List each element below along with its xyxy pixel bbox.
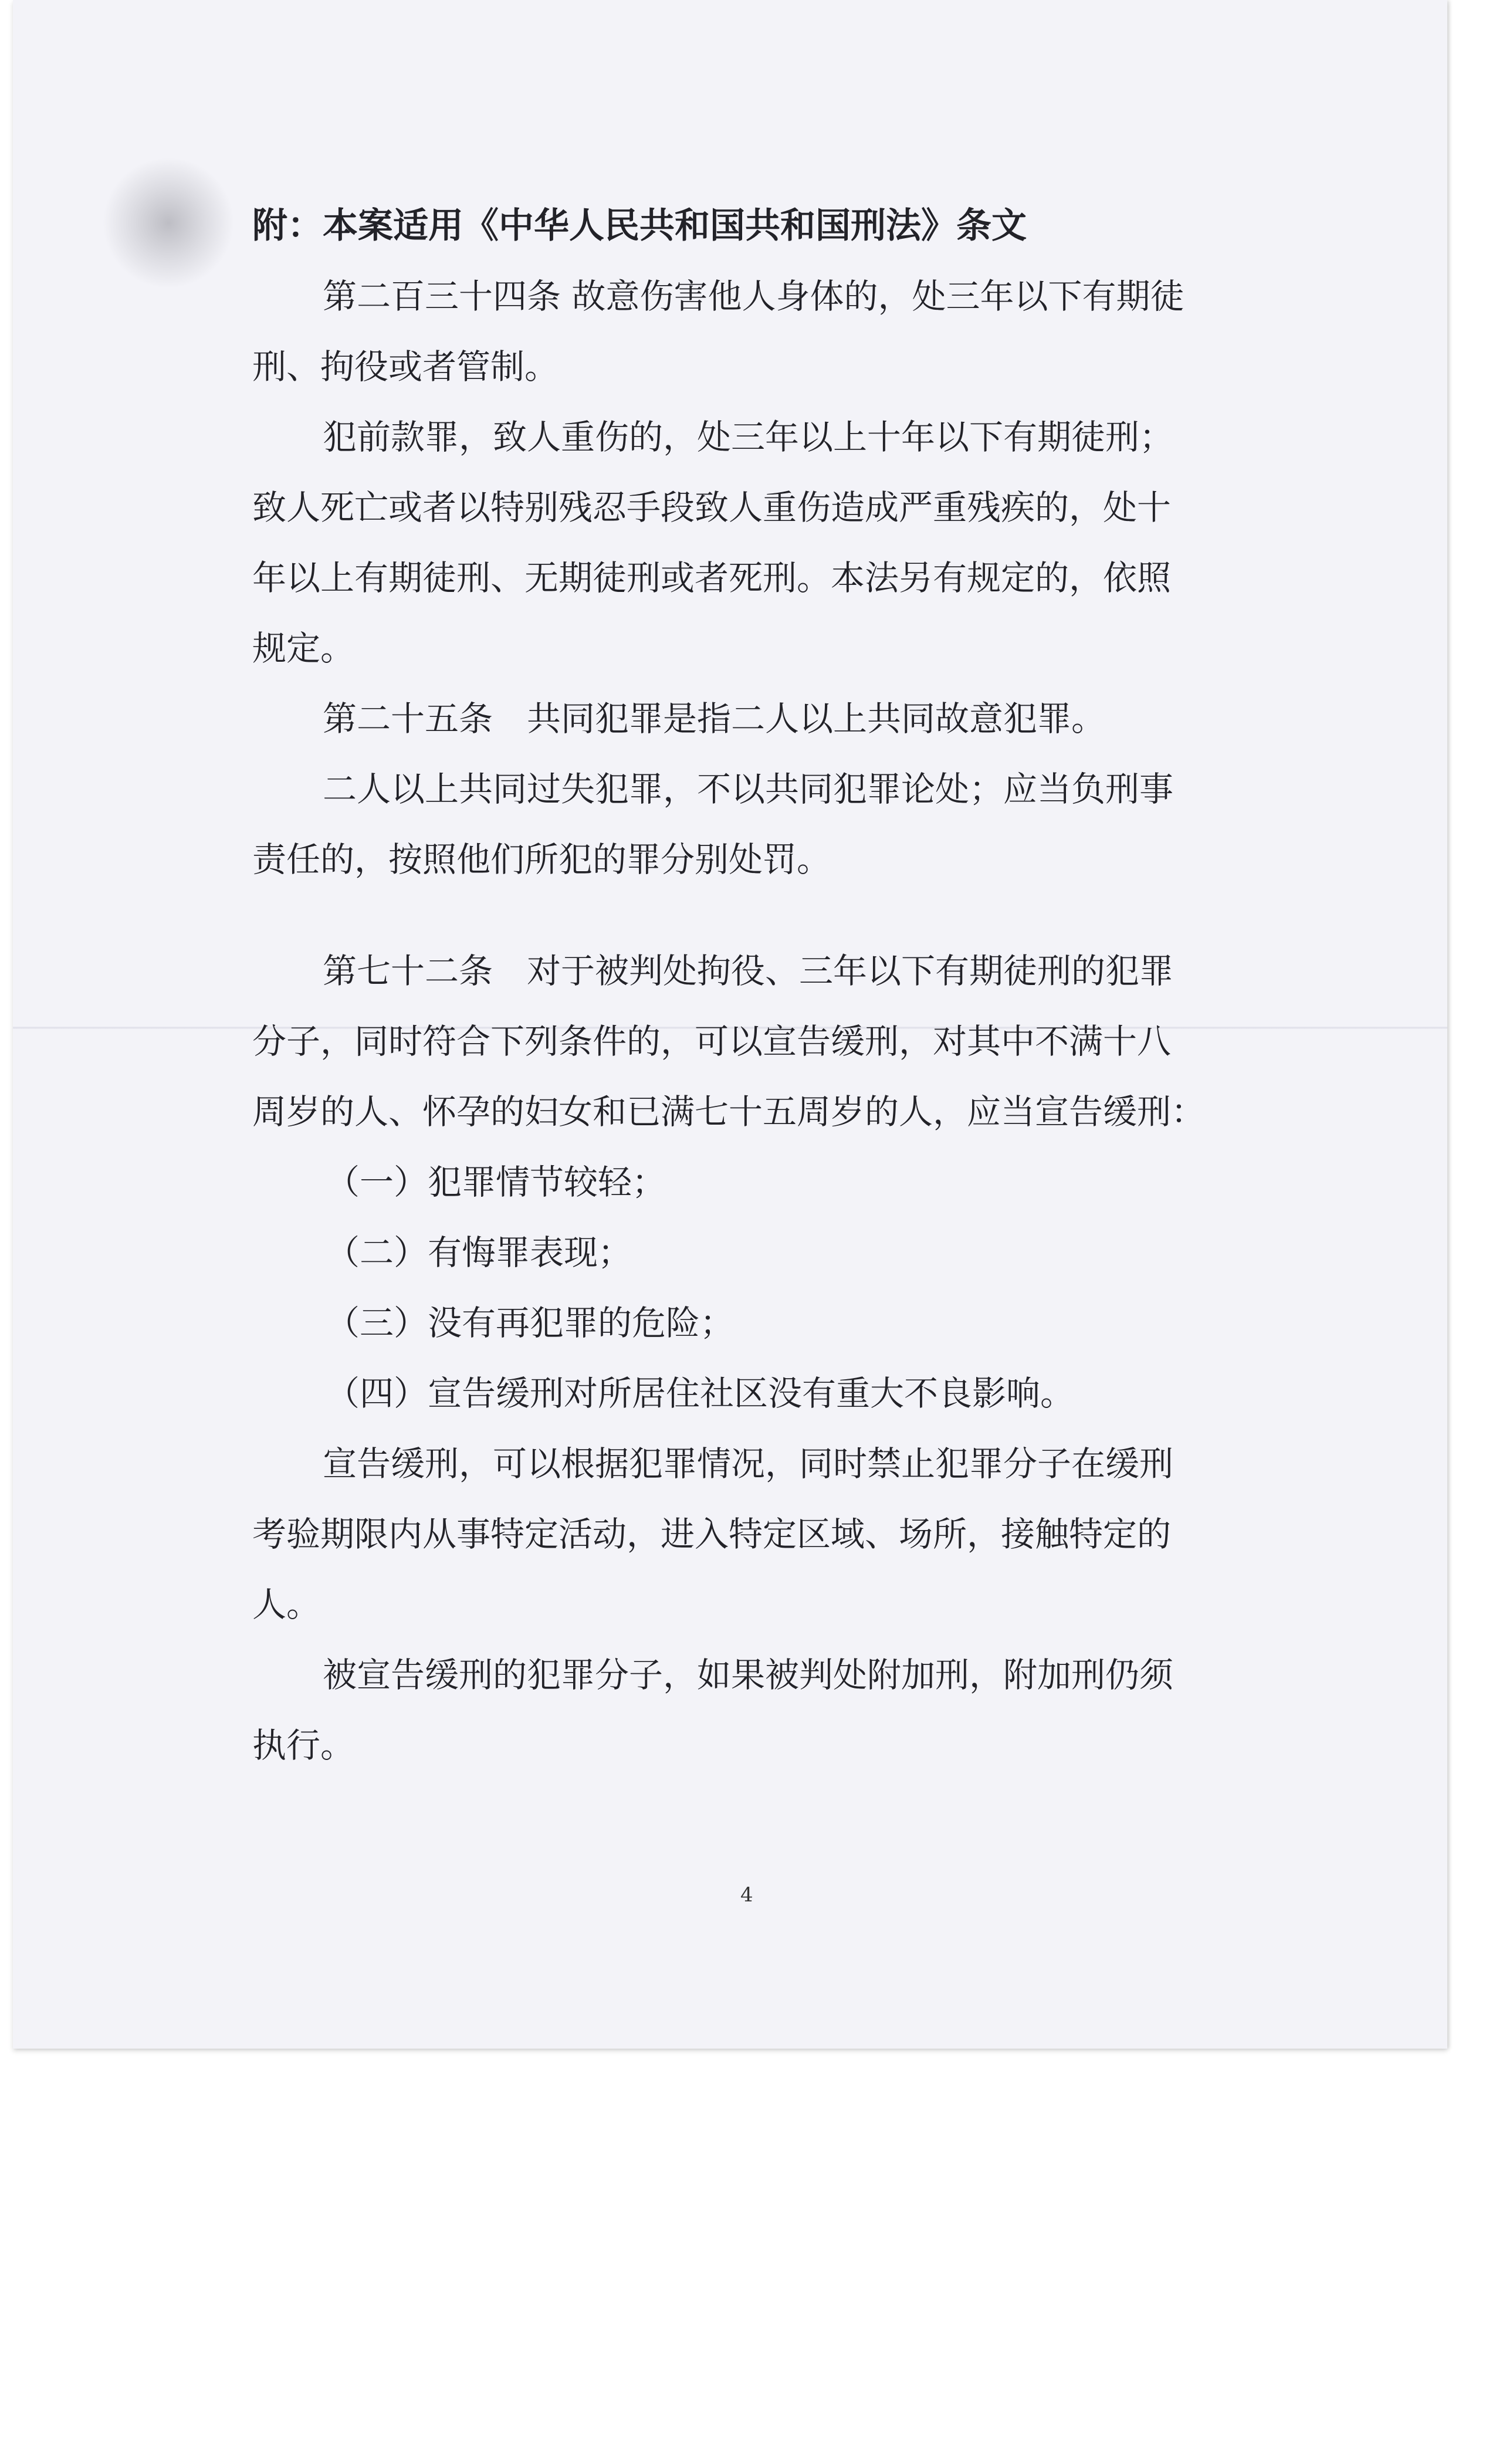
text-line: 第二百三十四条 故意伤害他人身体的，处三年以下有期徒 [323,276,1184,316]
page-number: 4 [740,1883,753,1907]
text-line: 第七十二条 对于被判处拘役、三年以下有期徒刑的犯罪 [323,951,1174,991]
text-line: 分子，同时符合下列条件的，可以宣告缓刑，对其中不满十八 [252,1021,1172,1061]
list-item: （二）有悔罪表现； [326,1233,632,1272]
list-item: （四）宣告缓刑对所居住社区没有重大不良影响。 [326,1373,1075,1413]
scan-smudge [101,158,236,287]
text-line: 人。 [252,1585,321,1624]
text-line: 考验期限内从事特定活动，进入特定区域、场所，接触特定的 [252,1514,1172,1554]
document-heading: 附：本案适用《中华人民共和国共和国刑法》条文 [252,205,1027,246]
text-line: 二人以上共同过失犯罪，不以共同犯罪论处；应当负刑事 [323,769,1174,809]
list-item: （三）没有再犯罪的危险； [326,1303,735,1343]
text-line: 犯前款罪，致人重伤的，处三年以上十年以下有期徒刑； [323,417,1174,457]
text-line: 刑、拘役或者管制。 [252,347,559,387]
text-line: 周岁的人、怀孕的妇女和已满七十五周岁的人，应当宣告缓刑： [252,1092,1206,1132]
text-line: 第二十五条 共同犯罪是指二人以上共同故意犯罪。 [323,699,1106,739]
text-line: 被宣告缓刑的犯罪分子，如果被判处附加刑，附加刑仍须 [323,1655,1174,1695]
text-line: 宣告缓刑，可以根据犯罪情况，同时禁止犯罪分子在缓刑 [323,1444,1174,1484]
text-line: 致人死亡或者以特别残忍手段致人重伤造成严重残疾的，处十 [252,488,1172,527]
text-line: 责任的，按照他们所犯的罪分别处罚。 [252,840,831,879]
text-line: 年以上有期徒刑、无期徒刑或者死刑。本法另有规定的，依照 [252,558,1172,598]
text-line: 执行。 [252,1725,355,1765]
text-line: 规定。 [252,628,355,668]
list-item: （一）犯罪情节较轻； [326,1162,666,1202]
